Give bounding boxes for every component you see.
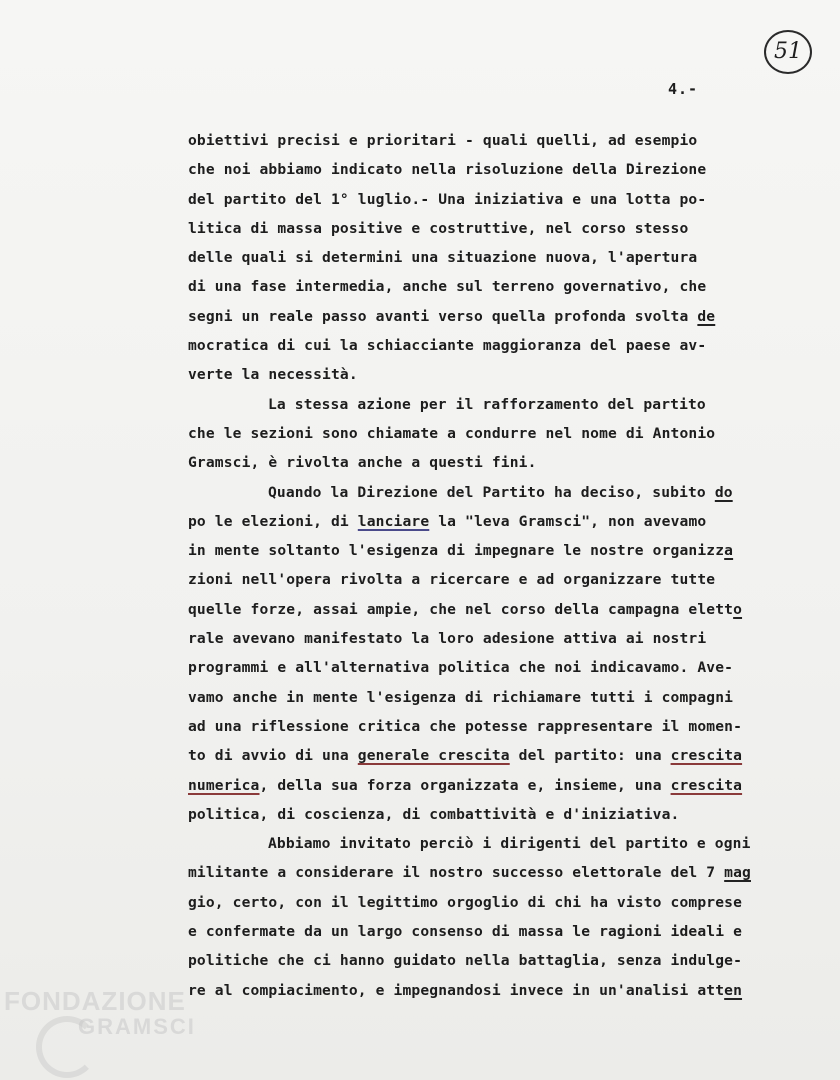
text-line: e confermate da un largo consenso di massa le ragioni ideali e	[188, 923, 743, 941]
text-line	[188, 478, 818, 507]
text-line: La stessa azione per il rafforzamento del partito	[268, 395, 706, 413]
text-line	[188, 536, 818, 565]
text-line: delle quali si determini una situazione nuova, l'apertura	[188, 249, 698, 267]
text-fragment: quelle forze, assai ampie, che nel corso della campagna elett	[188, 600, 734, 618]
text-line: programmi e all'alternativa politica che noi indicavamo. Ave-	[188, 659, 734, 677]
underlined-word: crescita	[670, 747, 743, 765]
underlined-fragment: a	[724, 542, 734, 560]
text-line: ad una riflessione critica che potesse rappresentare il momen-	[188, 717, 743, 735]
underlined-fragment: o	[733, 600, 743, 618]
text-line	[188, 595, 818, 624]
text-line: zioni nell'opera rivolta a ricercare e ad organizzare tutte	[188, 571, 716, 589]
handwritten-folio-number: 51	[764, 30, 812, 74]
text-line: gio, certo, con il legittimo orgoglio di chi ha visto comprese	[188, 893, 743, 911]
underlined-fragment: de	[697, 307, 716, 325]
text-line: che le sezioni sono chiamate a condurre nel nome di Antonio	[188, 424, 716, 442]
text-fragment: po le elezioni, di	[188, 512, 358, 530]
underlined-phrase: generale crescita	[357, 747, 510, 765]
page-number: 4.-	[668, 80, 699, 98]
text-line	[188, 741, 818, 770]
text-fragment: Quando la Direzione del Partito ha deciso, subito	[268, 483, 715, 501]
text-fragment: , della sua forza organizzata e, insieme, una	[259, 776, 671, 794]
watermark-line: FONDAZIONE	[4, 986, 186, 1016]
text-fragment: segni un reale passo avanti verso quella profonda svolta	[188, 307, 698, 325]
text-line	[188, 976, 818, 1005]
text-line	[188, 507, 818, 536]
underlined-word: lanciare	[357, 512, 430, 530]
text-line: rale avevano manifestato la loro adesione attiva ai nostri	[188, 630, 707, 648]
underlined-word: crescita	[670, 776, 743, 794]
text-line	[188, 771, 818, 800]
underlined-fragment: en	[724, 981, 743, 999]
underlined-word: numerica	[188, 776, 260, 794]
text-line: di una fase intermedia, anche sul terreno governativo, che	[188, 278, 707, 296]
text-fragment: del partito: una	[509, 747, 671, 765]
text-line: politiche che ci hanno guidato nella battaglia, senza indulge-	[188, 952, 743, 970]
underlined-fragment: mag	[724, 864, 751, 882]
text-line: che noi abbiamo indicato nella risoluzione della Direzione	[188, 161, 707, 179]
typed-body-text	[188, 126, 818, 1005]
text-fragment: militante a considerare il nostro successo elettorale del 7	[188, 864, 725, 882]
text-fragment: la "leva Gramsci", non avevamo	[429, 512, 707, 530]
text-fragment: in mente soltanto l'esigenza di impegnare le nostre organizz	[188, 542, 725, 560]
watermark	[4, 988, 196, 1040]
text-line	[188, 858, 818, 887]
text-line: politica, di coscienza, di combattività e d'iniziativa.	[188, 805, 680, 823]
text-line: Gramsci, è rivolta anche a questi fini.	[188, 454, 537, 472]
text-fragment: to di avvio di una	[188, 747, 358, 765]
text-line: vamo anche in mente l'esigenza di richiamare tutti i compagni	[188, 688, 734, 706]
text-line: litica di massa positive e costruttive, nel corso stesso	[188, 219, 689, 237]
watermark-line: GRAMSCI	[78, 1014, 196, 1039]
text-line: verte la necessità.	[188, 366, 358, 384]
text-line: Abbiamo invitato perciò i dirigenti del partito e ogni	[268, 835, 751, 853]
text-line: mocratica di cui la schiacciante maggioranza del paese av-	[188, 337, 707, 355]
text-line: del partito del 1° luglio.- Una iniziativa e una lotta po-	[188, 190, 707, 208]
text-fragment: re al compiacimento, e impegnandosi invece in un'analisi att	[188, 981, 725, 999]
text-line	[188, 302, 818, 331]
underlined-fragment: do	[714, 483, 733, 501]
text-line: obiettivi precisi e prioritari - quali quelli, ad esempio	[188, 132, 698, 149]
